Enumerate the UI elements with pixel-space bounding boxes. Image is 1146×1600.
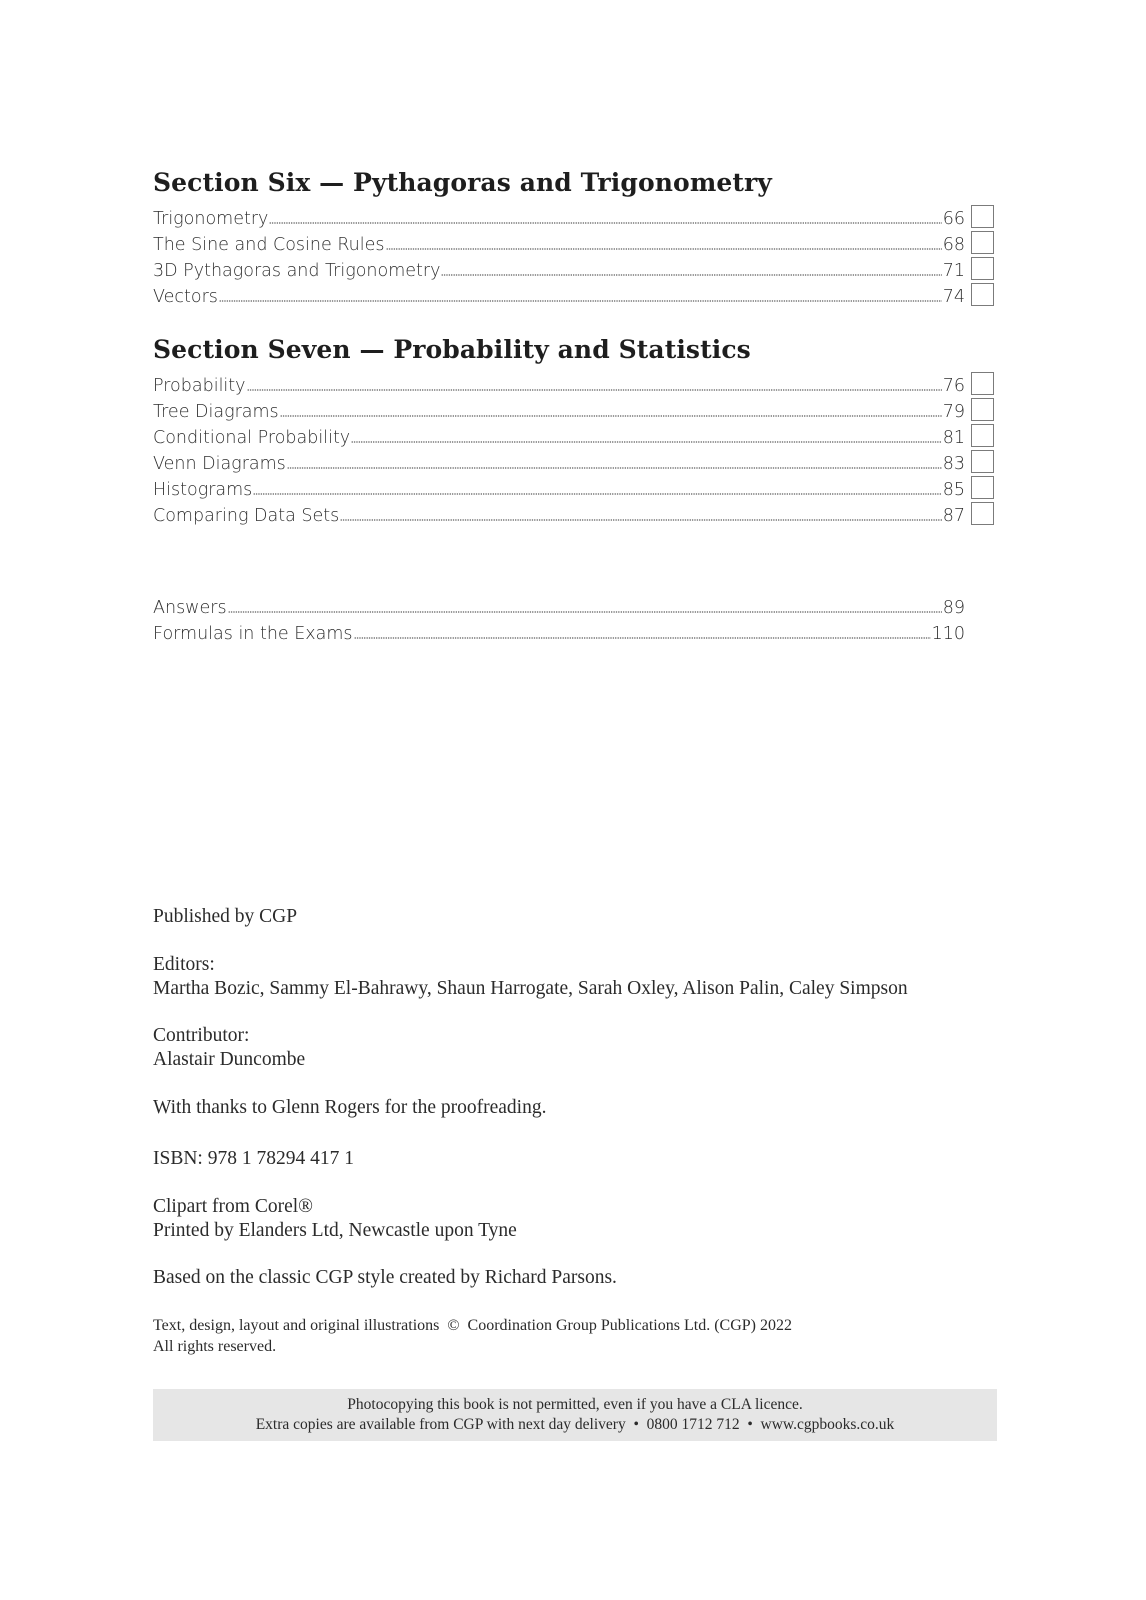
notice-line-1: Photocopying this book is not permitted, even if you have a CLA licence. (347, 1396, 803, 1413)
notice-line-2: Extra copies are available from CGP with next day delivery • 0800 1712 712 • www.cgpbooks.co.uk (255, 1416, 895, 1433)
toc-entry[interactable] (153, 449, 997, 475)
dot-leader (253, 492, 941, 496)
toc-entry[interactable] (153, 501, 997, 527)
dot-leader (247, 388, 942, 392)
appendix-toc (153, 593, 997, 645)
progress-checkbox[interactable] (971, 502, 994, 525)
style-credit: Based on the classic CGP style created by Richard Parsons. (153, 1267, 617, 1288)
toc-entry[interactable] (153, 230, 997, 256)
progress-checkbox[interactable] (971, 398, 994, 421)
toc-entry-title: The Sine and Cosine Rules (153, 235, 385, 255)
contributor-label: Contributor: (153, 1025, 250, 1046)
toc-entry[interactable] (153, 204, 997, 230)
toc-entry-page: 66 (942, 209, 965, 229)
dot-leader (340, 518, 941, 522)
contributor-name: Alastair Duncombe (153, 1049, 306, 1070)
dot-leader (280, 414, 942, 418)
toc-entry-title: Formulas in the Exams (153, 624, 353, 644)
editors-label: Editors: (153, 954, 215, 975)
toc-entry-page: 89 (942, 598, 965, 618)
section-seven-toc (153, 371, 997, 527)
toc-entry[interactable] (153, 282, 997, 308)
progress-checkbox[interactable] (971, 257, 994, 280)
dot-leader (386, 247, 942, 251)
dot-leader (441, 273, 941, 277)
toc-entry[interactable] (153, 475, 997, 501)
toc-entry[interactable] (153, 619, 997, 645)
progress-checkbox[interactable] (971, 283, 994, 306)
toc-entry-title: Venn Diagrams (153, 454, 286, 474)
toc-entry-title: Vectors (153, 287, 218, 307)
toc-entry-page: 83 (942, 454, 965, 474)
toc-entry-page: 68 (942, 235, 965, 255)
rights-line: All rights reserved. (153, 1338, 277, 1355)
published-by: Published by CGP (153, 906, 298, 927)
toc-entry-title: Tree Diagrams (153, 402, 279, 422)
section-seven-heading: Section Seven — Probability and Statistics (153, 335, 751, 364)
printer-credit: Printed by Elanders Ltd, Newcastle upon Tyne (153, 1220, 517, 1241)
clipart-credit: Clipart from Corel® (153, 1196, 313, 1217)
progress-checkbox[interactable] (971, 205, 994, 228)
toc-entry-page: 76 (942, 376, 965, 396)
toc-entry-page: 85 (942, 480, 965, 500)
toc-entry-title: Answers (153, 598, 227, 618)
toc-entry-title: Trigonometry (153, 209, 269, 229)
toc-entry-title: Comparing Data Sets (153, 506, 340, 526)
editors-names: Martha Bozic, Sammy El-Bahrawy, Shaun Harrogate, Sarah Oxley, Alison Palin, Caley Simpson (153, 978, 908, 999)
isbn: ISBN: 978 1 78294 417 1 (153, 1148, 354, 1169)
thanks-line: With thanks to Glenn Rogers for the proofreading. (153, 1097, 547, 1118)
toc-entry-title: Conditional Probability (153, 428, 351, 448)
toc-entry-title: Probability (153, 376, 246, 396)
toc-entry[interactable] (153, 256, 997, 282)
progress-checkbox[interactable] (971, 231, 994, 254)
dot-leader (351, 440, 942, 444)
dot-leader (354, 636, 931, 640)
section-six-toc (153, 204, 997, 308)
progress-checkbox[interactable] (971, 372, 994, 395)
section-six-heading: Section Six — Pythagoras and Trigonometry (153, 168, 772, 197)
toc-entry-page: 87 (942, 506, 965, 526)
toc-entry-page: 74 (942, 287, 965, 307)
dot-leader (219, 299, 942, 303)
toc-entry-page: 71 (942, 261, 965, 281)
toc-entry[interactable] (153, 397, 997, 423)
toc-entry-page: 110 (931, 624, 965, 644)
progress-checkbox[interactable] (971, 476, 994, 499)
toc-entry[interactable] (153, 593, 997, 619)
toc-entry-title: Histograms (153, 480, 253, 500)
progress-checkbox[interactable] (971, 424, 994, 447)
toc-entry-page: 79 (942, 402, 965, 422)
toc-entry[interactable] (153, 371, 997, 397)
toc-entry-title: 3D Pythagoras and Trigonometry (153, 261, 441, 281)
copyright-line: Text, design, layout and original illustrations © Coordination Group Publications Ltd. (CGP) 2022 (153, 1317, 792, 1334)
photocopy-notice (153, 1389, 997, 1441)
progress-checkbox[interactable] (971, 450, 994, 473)
toc-entry[interactable] (153, 423, 997, 449)
dot-leader (287, 466, 942, 470)
toc-entry-page: 81 (942, 428, 965, 448)
dot-leader (228, 610, 942, 614)
dot-leader (269, 221, 941, 225)
